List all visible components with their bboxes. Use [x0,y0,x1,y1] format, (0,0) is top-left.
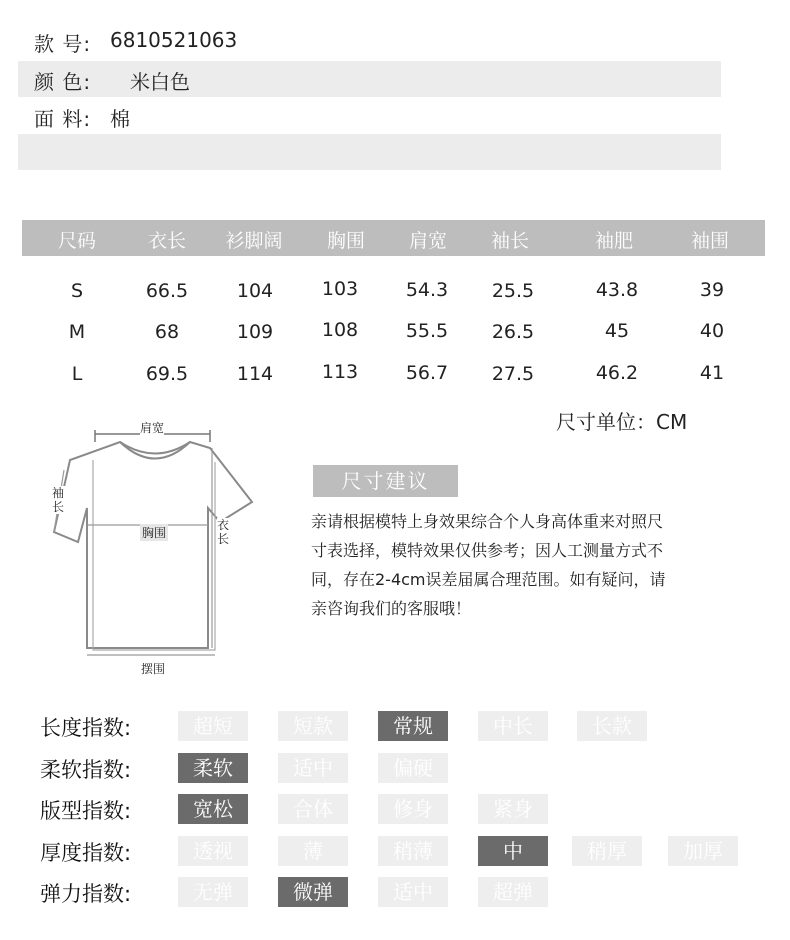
chip-softness-soft: 柔软 [178,753,248,783]
size-cell: 43.8 [595,279,639,301]
info-label: 面 料: [34,107,92,131]
size-cell: 54.3 [405,279,449,301]
chip-thickness-thick: 加厚 [668,836,738,866]
header-cell: 袖长 [490,230,530,252]
size-cell: 108 [321,319,359,341]
chip-length-regular: 常规 [378,711,448,741]
info-row-empty [18,134,721,170]
header-cell: 衣长 [147,230,187,252]
chip-thickness-thin: 薄 [278,836,348,866]
diagram-label-chest: 胸围 [142,526,167,540]
size-cell: 104 [236,280,274,302]
chip-elasticity-none: 无弹 [178,877,248,907]
info-row-color [18,61,721,97]
size-cell: 69.5 [145,363,189,385]
size-cell: S [70,280,84,302]
size-cell: M [68,321,86,343]
size-cell: 46.2 [595,362,639,384]
header-cell: 肩宽 [408,230,448,252]
info-value: 棉 [110,107,130,131]
chip-elasticity-high: 超弹 [478,877,548,907]
diagram-label-hem: 摆围 [141,662,166,676]
chip-fit-tight: 紧身 [478,794,548,824]
info-value: 6810521063 [110,28,238,52]
chip-softness-firm: 偏硬 [378,753,448,783]
size-table-header [22,220,765,256]
index-label-fit: 版型指数: [40,799,132,823]
chip-fit-regular: 合体 [278,794,348,824]
size-cell: 56.7 [405,362,449,384]
header-cell: 袖肥 [594,230,634,252]
size-suggestion-title: 尺寸建议 [313,465,458,497]
chip-length-ultra-short: 超短 [178,711,248,741]
suggestion-line: 亲请根据模特上身效果综合个人身高体重来对照尺 [311,512,664,531]
size-cell: 68 [154,321,180,343]
size-cell: 109 [236,321,274,343]
suggestion-line: 寸表选择，模特效果仅供参考；因人工测量方式不 [311,541,664,560]
chip-fit-slim: 修身 [378,794,448,824]
info-label: 款 号: [34,32,92,56]
size-cell: 26.5 [491,321,535,343]
size-cell: 113 [321,361,359,383]
size-cell: 103 [321,278,359,300]
tshirt-measurement-diagram [40,420,280,680]
header-cell: 尺码 [57,230,97,252]
chip-thickness-slightly-thin: 稍薄 [378,836,448,866]
info-row-style-number [18,23,721,59]
size-cell: 66.5 [145,280,189,302]
diagram-label-body-length: 衣长 [217,518,230,546]
info-value: 米白色 [130,70,190,94]
chip-length-short: 短款 [278,711,348,741]
size-cell: 45 [604,320,630,342]
chip-length-mid-long: 中长 [478,711,548,741]
chip-thickness-medium: 中 [478,836,548,866]
index-label-thickness: 厚度指数: [40,841,132,865]
info-label: 颜 色: [34,70,92,94]
size-cell: 27.5 [491,363,535,385]
size-cell: 55.5 [405,320,449,342]
size-cell: 39 [699,279,725,301]
chip-fit-loose: 宽松 [178,794,248,824]
suggestion-line: 亲咨询我们的客服哦！ [311,599,472,618]
chip-thickness-slightly-thick: 稍厚 [572,836,642,866]
chip-length-long: 长款 [577,711,647,741]
size-cell: 114 [236,363,274,385]
diagram-label-shoulder: 肩宽 [140,421,165,435]
size-suggestion-text [311,507,731,623]
index-label-length: 长度指数: [40,716,132,740]
diagram-label-sleeve-length: 袖长 [52,486,65,514]
size-cell: 25.5 [491,280,535,302]
index-label-softness: 柔软指数: [40,758,132,782]
suggestion-line: 同，存在2-4cm误差届属合理范围。如有疑问，请 [311,570,666,589]
header-cell: 衫脚阔 [225,230,283,252]
size-cell: 40 [699,320,725,342]
chip-softness-medium: 适中 [278,753,348,783]
size-unit-note: 尺寸单位：CM [556,410,688,434]
chip-elasticity-slight: 微弹 [278,877,348,907]
header-cell: 胸围 [326,230,366,252]
size-cell: 41 [699,362,725,384]
info-row-fabric [18,98,721,134]
size-cell: L [71,363,83,385]
chip-thickness-sheer: 透视 [178,836,248,866]
header-cell: 袖围 [690,230,730,252]
index-label-elasticity: 弹力指数: [40,882,132,906]
chip-elasticity-medium: 适中 [378,877,448,907]
